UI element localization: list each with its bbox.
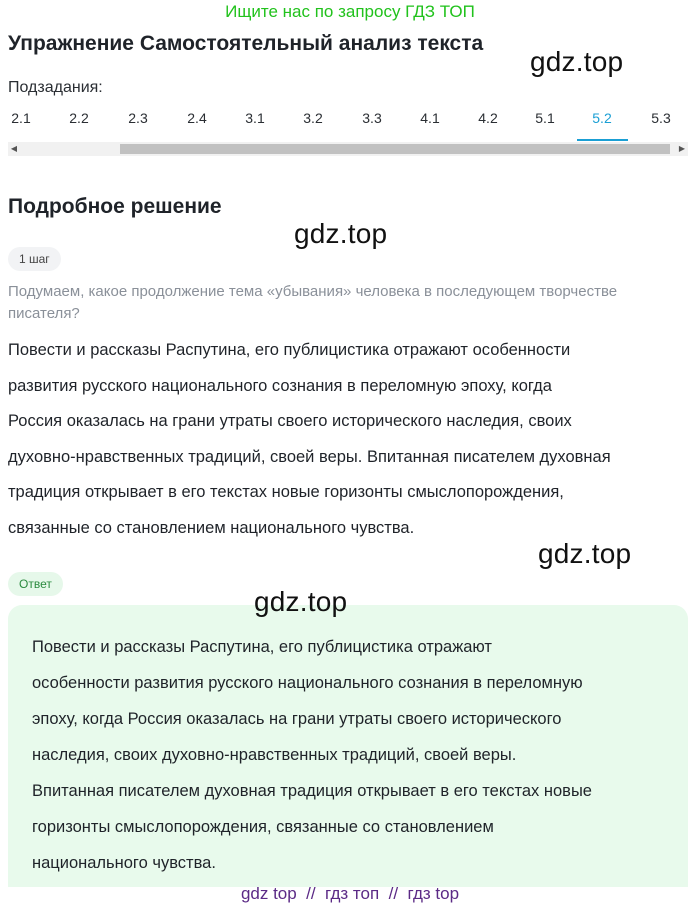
page-title: Упражнение Самостоятельный анализ текста — [8, 32, 484, 55]
tab-3-2[interactable]: 3.2 — [303, 110, 323, 126]
scrollbar-thumb[interactable] — [120, 144, 670, 154]
solution-line: Россия оказалась на грани утраты своего исторического наследия, своих — [8, 412, 572, 430]
tab-2-3[interactable]: 2.3 — [128, 110, 148, 126]
tabs-scrollbar[interactable] — [8, 142, 688, 156]
active-tab-indicator — [577, 139, 628, 141]
tab-5-1[interactable]: 5.1 — [535, 110, 555, 126]
tab-5-3[interactable]: 5.3 — [651, 110, 671, 126]
footer-watermark: gdz top // гдз топ // гдз top — [240, 884, 460, 903]
watermark: gdz.top — [530, 46, 624, 77]
watermark: gdz.top — [538, 538, 632, 569]
answer-line: наследия, своих духовно-нравственных традиций, своей веры. — [32, 746, 517, 764]
answer-text — [32, 629, 672, 881]
tab-2-4[interactable]: 2.4 — [187, 110, 207, 126]
answer-line: особенности развития русского национального сознания в переломную — [32, 674, 583, 692]
top-banner: Ищите нас по запросу ГДЗ ТОП — [225, 2, 475, 21]
answer-line: эпоху, когда Россия оказалась на грани утраты своего исторического — [32, 710, 562, 728]
answer-line: национального чувства. — [32, 854, 216, 872]
answer-line: Повести и рассказы Распутина, его публицистика отражают — [32, 638, 492, 656]
subtask-tabs — [0, 110, 700, 142]
solution-line: духовно-нравственных традиций, своей веры. Впитанная писателем духовная — [8, 447, 611, 466]
answer-line: Впитанная писателем духовная традиция открывает в его текстах новые — [32, 782, 592, 800]
tab-5-2[interactable]: 5.2 — [592, 110, 612, 126]
tab-3-1[interactable]: 3.1 — [245, 110, 265, 126]
tab-3-3[interactable]: 3.3 — [362, 110, 382, 126]
subtasks-label: Подзадания: — [8, 79, 103, 96]
solution-text — [8, 333, 692, 546]
answer-line: горизонты смыслопорождения, связанные со становлением — [32, 818, 494, 836]
watermark: gdz.top — [254, 586, 348, 617]
scroll-right-icon[interactable]: ▶ — [678, 144, 686, 153]
solution-line: развития русского национального сознания в переломную эпоху, когда — [8, 376, 552, 395]
section-title: Подробное решение — [8, 195, 222, 218]
step-badge: 1 шаг — [8, 247, 61, 271]
tab-4-1[interactable]: 4.1 — [420, 110, 440, 126]
scroll-left-icon[interactable]: ◀ — [10, 144, 18, 153]
answer-badge: Ответ — [8, 572, 63, 596]
watermark: gdz.top — [294, 218, 388, 249]
tab-2-2[interactable]: 2.2 — [69, 110, 89, 126]
tab-4-2[interactable]: 4.2 — [478, 110, 498, 126]
tab-2-1[interactable]: 2.1 — [11, 110, 31, 126]
solution-line: Повести и рассказы Распутина, его публицистика отражают особенности — [8, 341, 571, 359]
solution-line: связанные со становлением национального чувства. — [8, 518, 415, 537]
solution-line: традиция открывает в его текстах новые горизонты смыслопорождения, — [8, 483, 564, 501]
question-text: Подумаем, какое продолжение тема «убывания» человека в последующем творчестве писателя? — [8, 283, 618, 322]
